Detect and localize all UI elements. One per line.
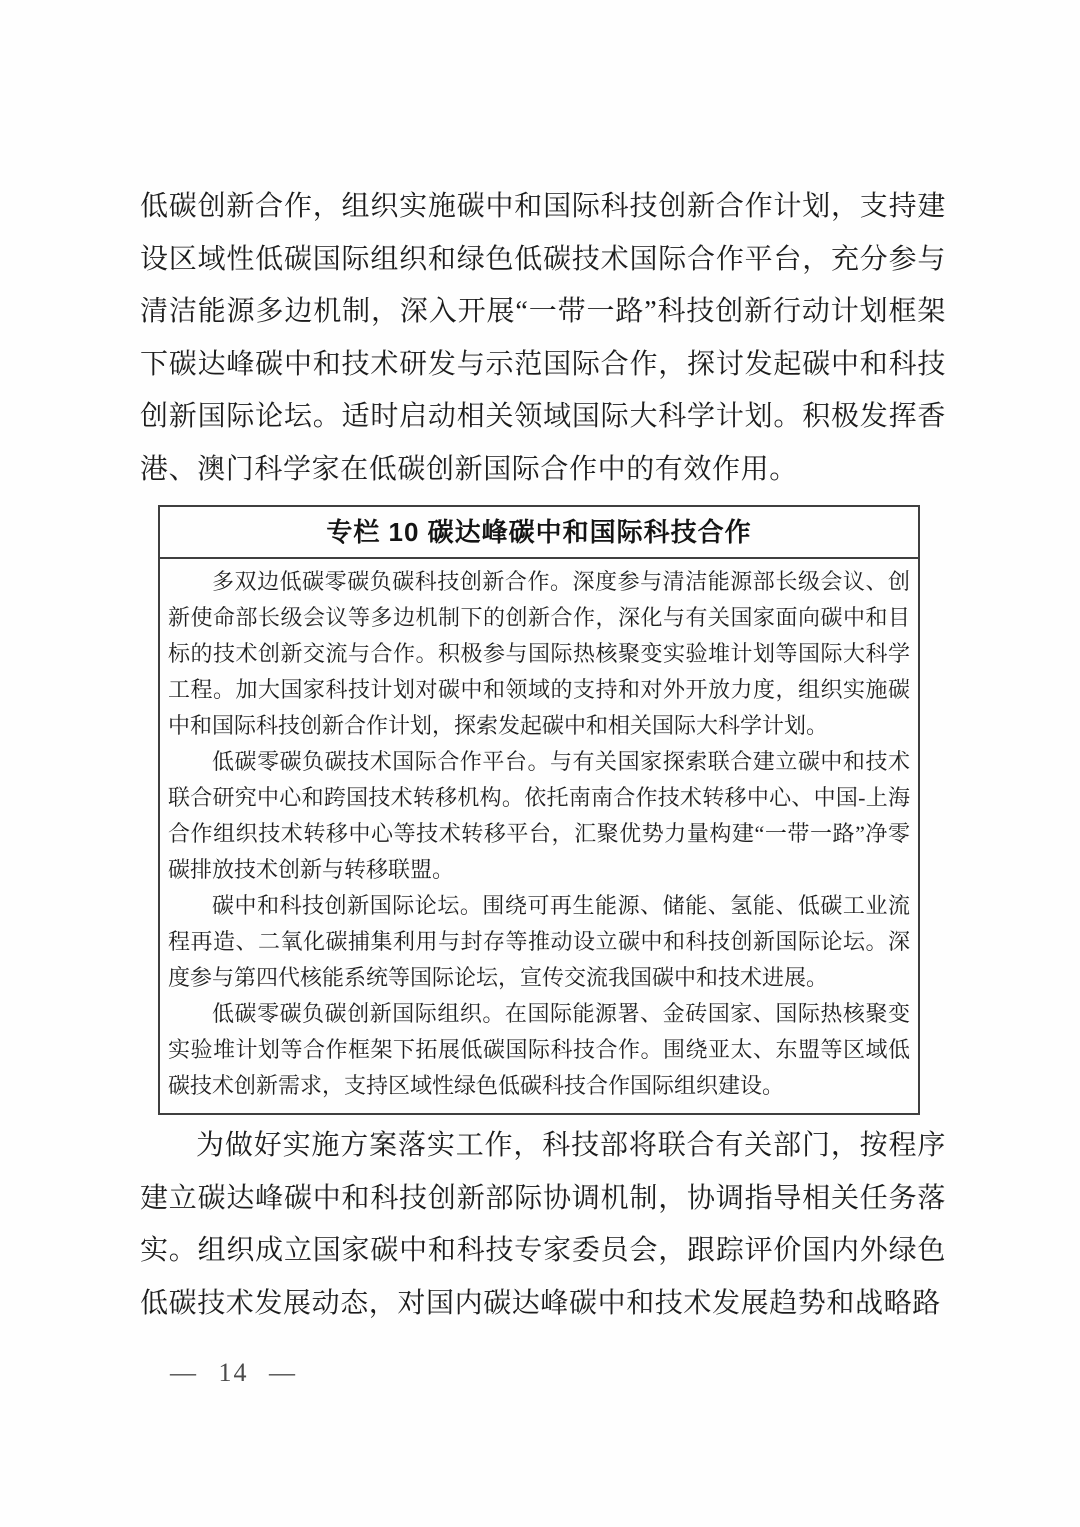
body-paragraph-continuation: 低碳创新合作，组织实施碳中和国际科技创新合作计划，支持建设区域性低碳国际组织和绿色低碳技术国际合作平台，充分参与清洁能源多边机制，深入开展“一带一路”科技创新行动计划框架下碳达峰碳中和技术研发与示范国际合作，探讨发起碳中和科技创新国际论坛。适时启动相关领域国际大科学计划。积极发挥香港、澳门科学家在低碳创新国际合作中的有效作用。 <box>140 191 946 485</box>
body-paragraph-implementation: 为做好实施方案落实工作，科技部将联合有关部门，按程序建立碳达峰碳中和科技创新部际协调机制，协调指导相关任务落实。组织成立国家碳中和科技专家委员会，跟踪评价国内外绿色低碳技术发展动态，对国内碳达峰碳中和技术发展趋势和战略路 <box>140 1130 946 1319</box>
column-box-body <box>160 559 918 1113</box>
column-box <box>158 505 920 1115</box>
box-paragraph-international-forum: 碳中和科技创新国际论坛。围绕可再生能源、储能、氢能、低碳工业流程再造、二氧化碳捕集利用与封存等推动设立碳中和科技创新国际论坛。深度参与第四代核能系统等国际论坛，宣传交流我国碳中和技术进展。 <box>168 893 910 990</box>
box-paragraph-international-organization: 低碳零碳负碳创新国际组织。在国际能源署、金砖国家、国际热核聚变实验堆计划等合作框架下拓展低碳国际科技合作。围绕亚太、东盟等区域低碳技术创新需求，支持区域性绿色低碳科技合作国际组织建设。 <box>168 1001 910 1098</box>
box-paragraph-tech-cooperation-platform: 低碳零碳负碳技术国际合作平台。与有关国家探索联合建立碳中和技术联合研究中心和跨国技术转移机构。依托南南合作技术转移中心、中国-上海合作组织技术转移中心等技术转移平台，汇聚优势力量构建“一带一路”净零碳排放技术创新与转移联盟。 <box>168 749 910 882</box>
page-number: — 14 — <box>170 1358 297 1387</box>
box-paragraph-multilateral-cooperation: 多双边低碳零碳负碳科技创新合作。深度参与清洁能源部长级会议、创新使命部长级会议等多边机制下的创新合作，深化与有关国家面向碳中和目标的技术创新交流与合作。积极参与国际热核聚变实验堆计划等国际大科学工程。加大国家科技计划对碳中和领域的支持和对外开放力度，组织实施碳中和国际科技创新合作计划，探索发起碳中和相关国际大科学计划。 <box>168 569 910 738</box>
column-box-title: 专栏 10 碳达峰碳中和国际科技合作 <box>160 507 918 559</box>
